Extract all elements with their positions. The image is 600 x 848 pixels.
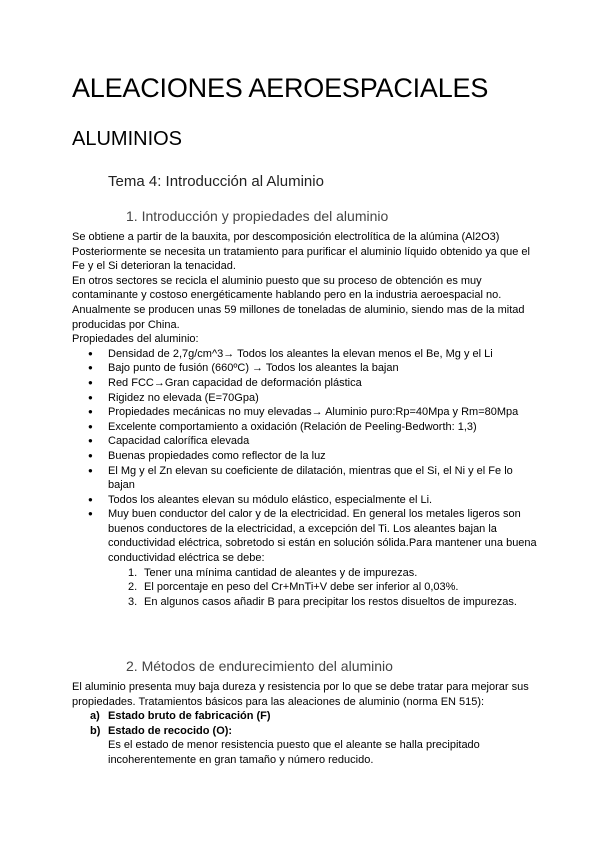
paragraph: En otros sectores se recicla el aluminio puesto que su proceso de obtención es muy contaminante y costoso energéticamente hablando pero en la industria aeroespacial no. Anualmente se producen unas 59 millones de toneladas de aluminio, siendo mas de la mitad producidas por China. bbox=[72, 274, 525, 331]
list-item: ● Todos los aleantes elevan su módulo elástico, especialmente el Li. bbox=[72, 493, 538, 508]
list-item: ● Red FCC→Gran capacidad de deformación plástica bbox=[72, 376, 538, 391]
list-item: ● Capacidad calorífica elevada bbox=[72, 434, 538, 449]
section-1-body bbox=[72, 230, 537, 609]
list-item: ● Densidad de 2,7g/cm^3→ Todos los aleantes la elevan menos el Be, Mg y el Li bbox=[72, 347, 538, 362]
list-item: ● Propiedades mecánicas no muy elevadas→ Aluminio puro:Rp=40Mpa y Rm=80Mpa bbox=[72, 405, 538, 420]
list-item: 2. El porcentaje en peso del Cr+MnTi+V debe ser inferior al 0,03%. bbox=[128, 581, 459, 594]
list-item: ● El Mg y el Zn elevan su coeficiente de dilatación, mientras que el Si, el Ni y el Fe lo bajan bbox=[72, 464, 538, 493]
paragraph: Se obtiene a partir de la bauxita, por descomposición electrolítica de la alúmina (Al2O3) Posteriormente se necesita un tratamiento para purificar el aluminio líquido obtenido ya que el Fe y el Si deterioran la tenacidad. bbox=[72, 231, 530, 273]
list-item: ● Bajo punto de fusión (660ºC) → Todos los aleantes la bajan bbox=[72, 361, 538, 376]
list-item: 3. En algunos casos añadir B para precipitar los restos disueltos de impurezas. bbox=[128, 595, 517, 608]
list-item: ● Excelente comportamiento a oxidación (Relación de Peeling-Bedworth: 1,3) bbox=[72, 420, 538, 435]
paragraph: Propiedades del aluminio: bbox=[72, 333, 199, 346]
list-item: 1. Tener una mínima cantidad de aleantes y de impurezas. bbox=[128, 566, 418, 579]
topic-heading: Tema 4: Introducción al Aluminio bbox=[108, 173, 324, 190]
list-item: a) Estado bruto de fabricación (F) bbox=[90, 710, 271, 723]
section-2-body bbox=[72, 680, 532, 768]
section-heading: ALUMINIOS bbox=[72, 128, 183, 150]
conductivity-steps-list bbox=[108, 566, 532, 610]
properties-list bbox=[72, 347, 537, 566]
subsection-heading-1: 1. Introducción y propiedades del aluminio bbox=[126, 208, 389, 224]
list-item: ● Buenas propiedades como reflector de la luz bbox=[72, 449, 538, 464]
list-item: b) Estado de recocido (O): Es el estado de menor resistencia puesto que el aleante se halla precipitado incoherentemente en gran tamaño y número reducido. bbox=[90, 724, 480, 766]
list-item: ● Rigidez no elevada (E=70Gpa) bbox=[72, 391, 538, 406]
subsection-heading-2: 2. Métodos de endurecimiento del aluminio bbox=[126, 658, 393, 674]
list-item: ● Muy buen conductor del calor y de la electricidad. En general los metales ligeros son buenos conductores de la electricidad, a excepción del Ti. Los aleantes bajan la conductividad eléctrica, sobretodo si están en solución sólida.Para mantener una buena conductividad eléctrica se debe: bbox=[72, 507, 538, 565]
paragraph: El aluminio presenta muy baja dureza y resistencia por lo que se debe tratar para mejorar sus propiedades. Tratamientos básicos para las aleaciones de aluminio (norma EN 515): bbox=[72, 681, 529, 708]
document-title: ALEACIONES AEROESPACIALES bbox=[72, 73, 489, 103]
treatments-list bbox=[72, 709, 532, 767]
